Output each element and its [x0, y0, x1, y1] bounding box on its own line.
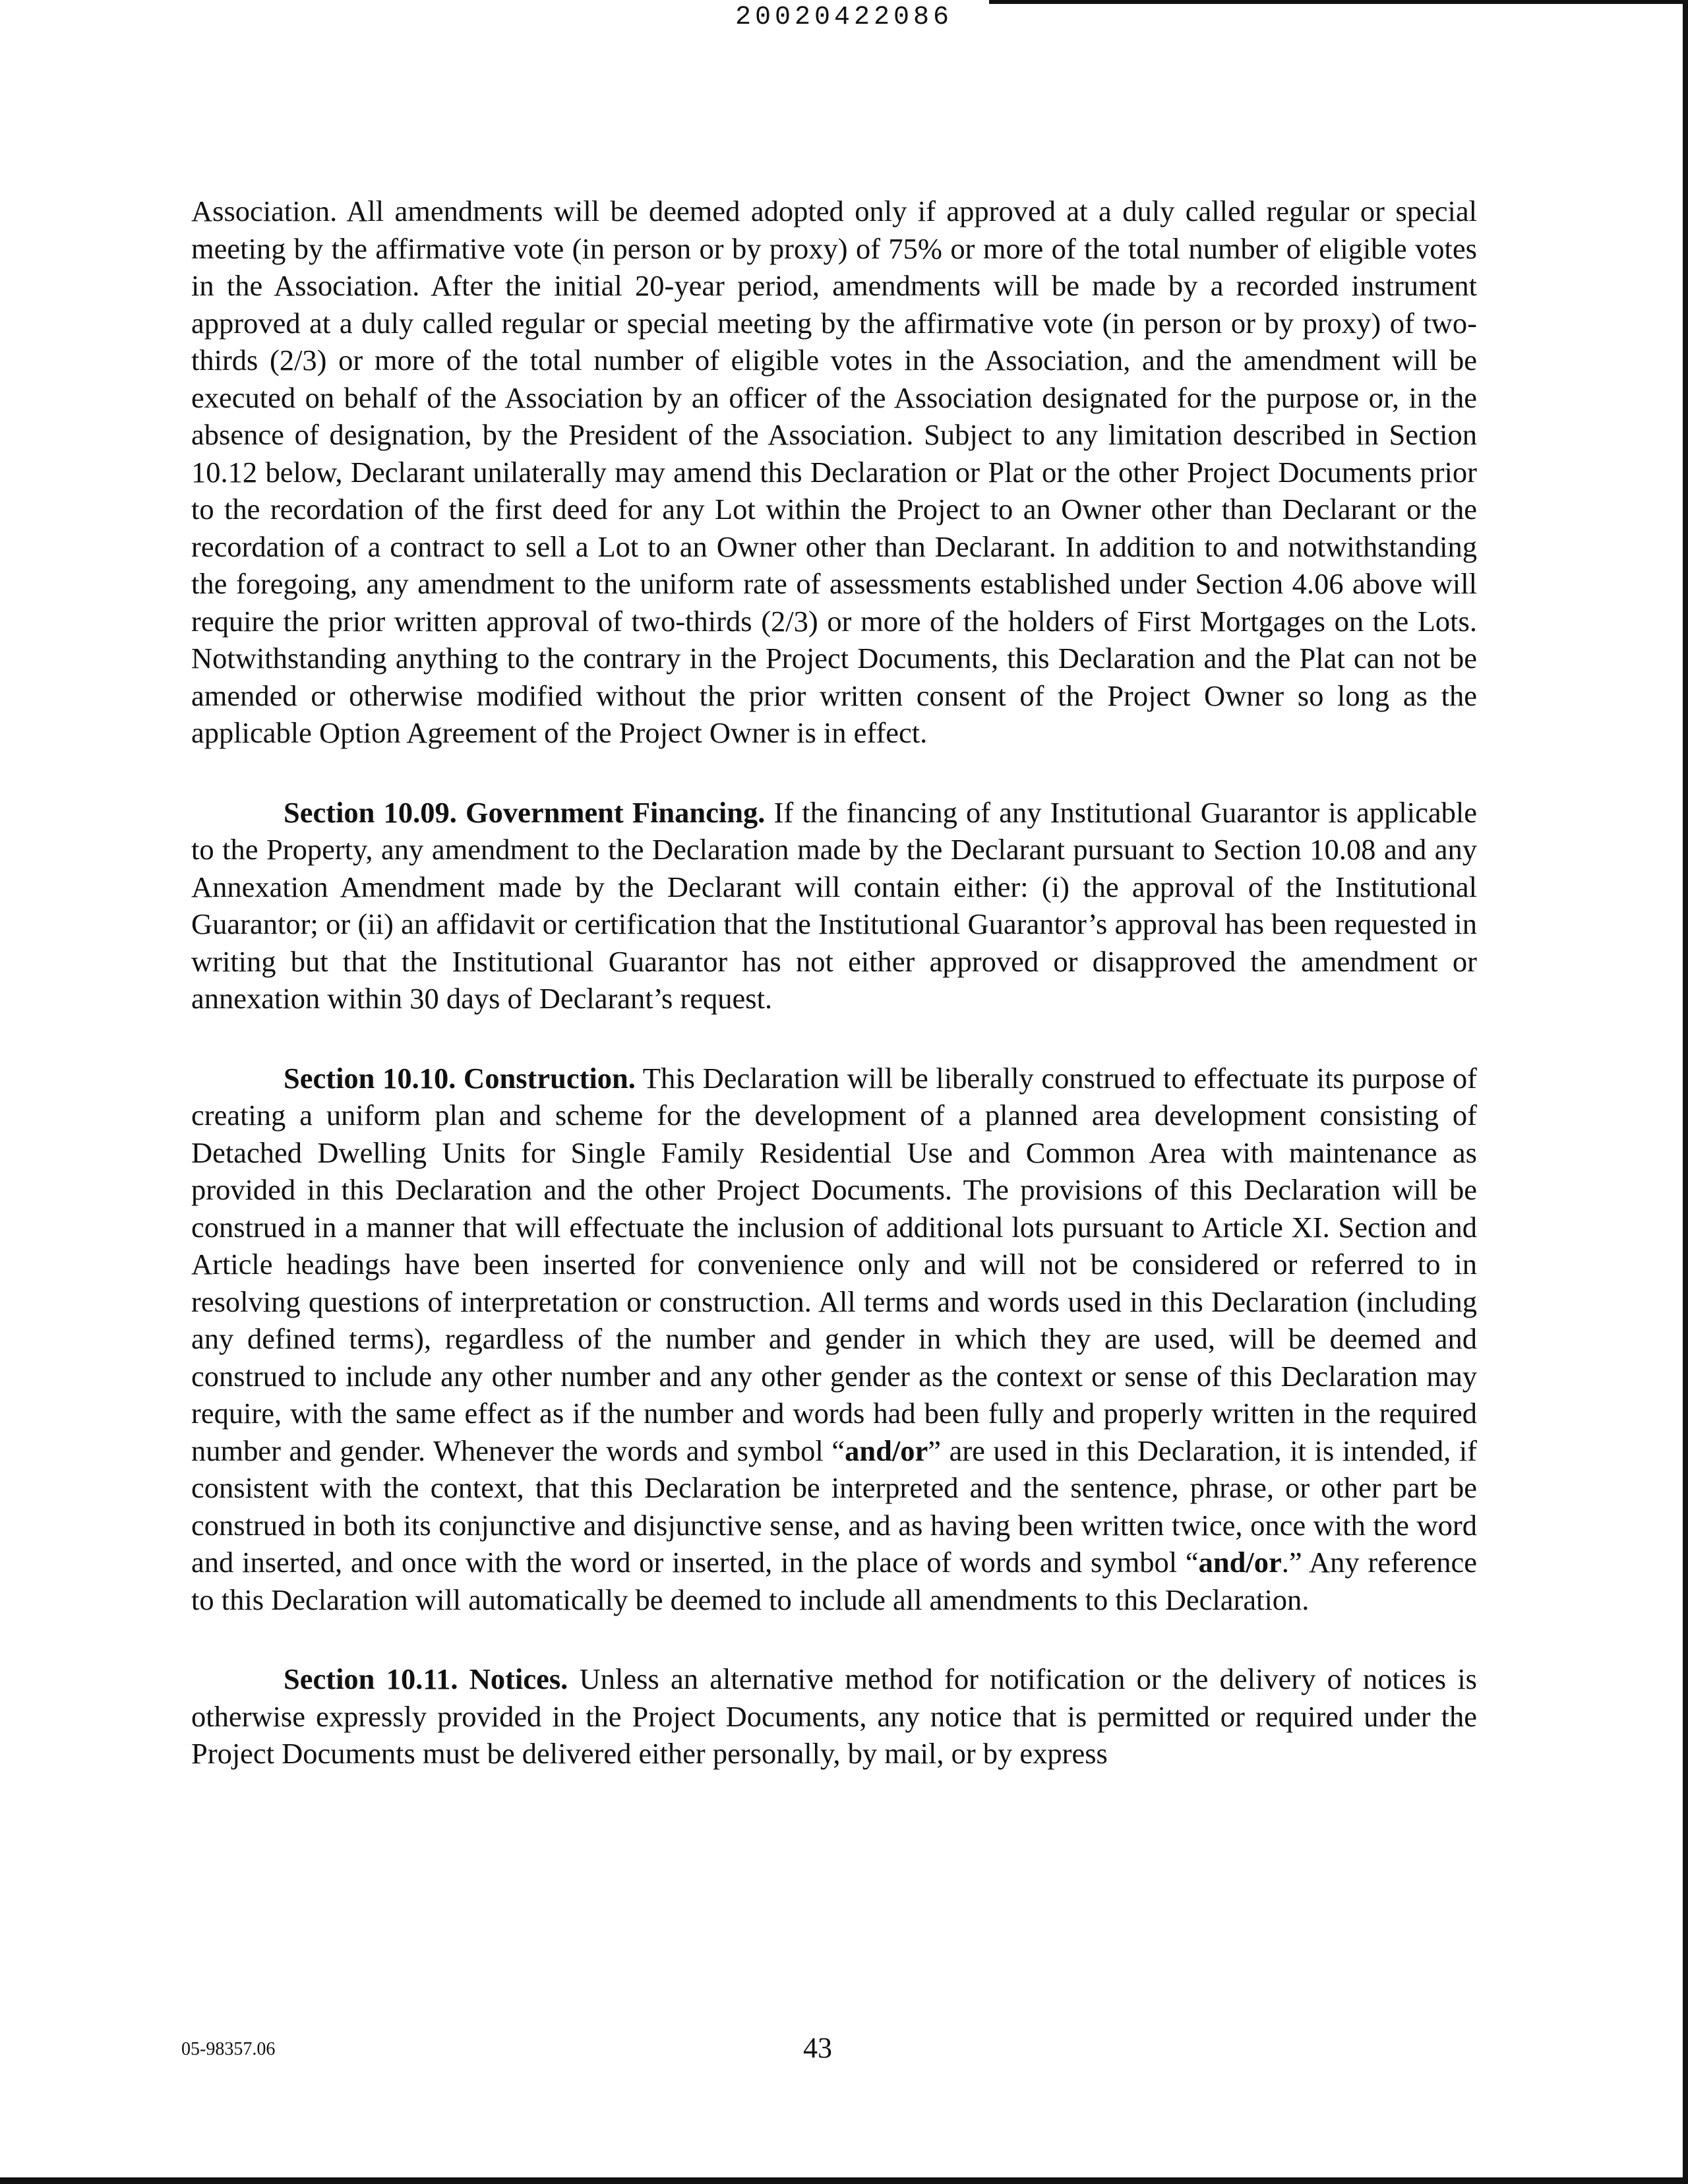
scan-edge-bottom [0, 2177, 1688, 2184]
section-heading: Section 10.11. Notices. [284, 1662, 568, 1695]
page-body [191, 193, 1477, 1773]
recording-number: 20020422086 [735, 3, 953, 32]
paragraph-text: .” Any reference to this Declaration will automatically be deemed to include all amendments to this Declaration. [191, 1546, 1477, 1616]
paragraph-government-financing [191, 794, 1477, 1017]
paragraph-amendments [191, 193, 1477, 752]
page-number: 43 [803, 2032, 832, 2064]
section-heading: Section 10.10. Construction. [284, 1061, 636, 1095]
paragraph-text: This Declaration will be liberally construed to effectuate its purpose of creating a uniform plan and scheme for the development of a planned area development consisting of Detached Dwelling Units for Single Family Residential Use and Common Area with maintenance as provided in this Declaration and the other Project Documents. The provisions of this Declaration will be construed in a manner that will effectuate the inclusion of additional lots pursuant to Article XI. Section and Article headings have been inserted for convenience only and will not be considered or referred to in resolving questions of interpretation or construction. All terms and words used in this Declaration (including any defined terms), regardless of the number and gender in which they are used, will be deemed and construed to include any other number and any other gender as the context or sense of this Declaration may require, with the same effect as if the number and words had been fully and properly written in the required number and gender. Whenever the words and symbol “ [191, 1061, 1477, 1467]
emphasis-and-or: and/or [845, 1434, 928, 1467]
scan-edge-right [1683, 0, 1688, 2184]
footer-document-code: 05-98357.06 [181, 2039, 276, 2059]
paragraph-text: Unless an alternative method for notification or the delivery of notices is otherwise expressly provided in the Project Documents, any notice that is permitted or required under the Project Documents must be delivered either personally, by mail, or by express [191, 1662, 1478, 1770]
emphasis-and-or: and/or [1198, 1546, 1282, 1579]
section-heading: Section 10.09. Government Financing. [284, 795, 766, 829]
paragraph-text: ” are used in this Declaration, it is intended, if consistent with the context, that this Declaration be interpreted and the sentence, phrase, or other part be construed in both its conjunctive and disjunctive sense, and as having been written twice, once with the word and inserted, and once with the word or inserted, in the place of words and symbol “ [191, 1434, 1477, 1579]
paragraph-text: Association. All amendments will be deemed adopted only if approved at a duly called regular or special meeting by the affirmative vote (in person or by proxy) of 75% or more of the total number of eligible votes in the Association. After the initial 20-year period, amendments will be made by a recorded instrument approved at a duly called regular or special meeting by the affirmative vote (in person or by proxy) of two-thirds (2/3) or more of the total number of eligible votes in the Association, and the amendment will be executed on behalf of the Association by an officer of the Association designated for the purpose or, in the absence of designation, by the President of the Association. Subject to any limitation described in Section 10.12 below, Declarant unilaterally may amend this Declaration or Plat or the other Project Documents prior to the recordation of the first deed for any Lot within the Project to an Owner other than Declarant or the recordation of a contract to sell a Lot to an Owner other than Declarant. In addition to and notwithstanding the foregoing, any amendment to the uniform rate of assessments established under Section 4.06 above will require the prior written approval of two-thirds (2/3) or more of the holders of First Mortgages on the Lots. Notwithstanding anything to the contrary in the Project Documents, this Declaration and the Plat can not be amended or otherwise modified without the prior written consent of the Project Owner so long as the applicable Option Agreement of the Project Owner is in effect. [191, 195, 1477, 749]
paragraph-text: If the financing of any Institutional Guarantor is applicable to the Property, any amendment to the Declaration made by the Declarant pursuant to Section 10.08 and any Annexation Amendment made by the Declarant will contain either: (i) the approval of the Institutional Guarantor; or (ii) an affidavit or certification that the Institutional Guarantor’s approval has been requested in writing but that the Institutional Guarantor has not either approved or disapproved the amendment or annexation within 30 days of Declarant’s request. [191, 795, 1478, 1015]
paragraph-construction [191, 1060, 1477, 1619]
paragraph-notices [191, 1660, 1477, 1773]
scan-edge-top [989, 0, 1688, 4]
